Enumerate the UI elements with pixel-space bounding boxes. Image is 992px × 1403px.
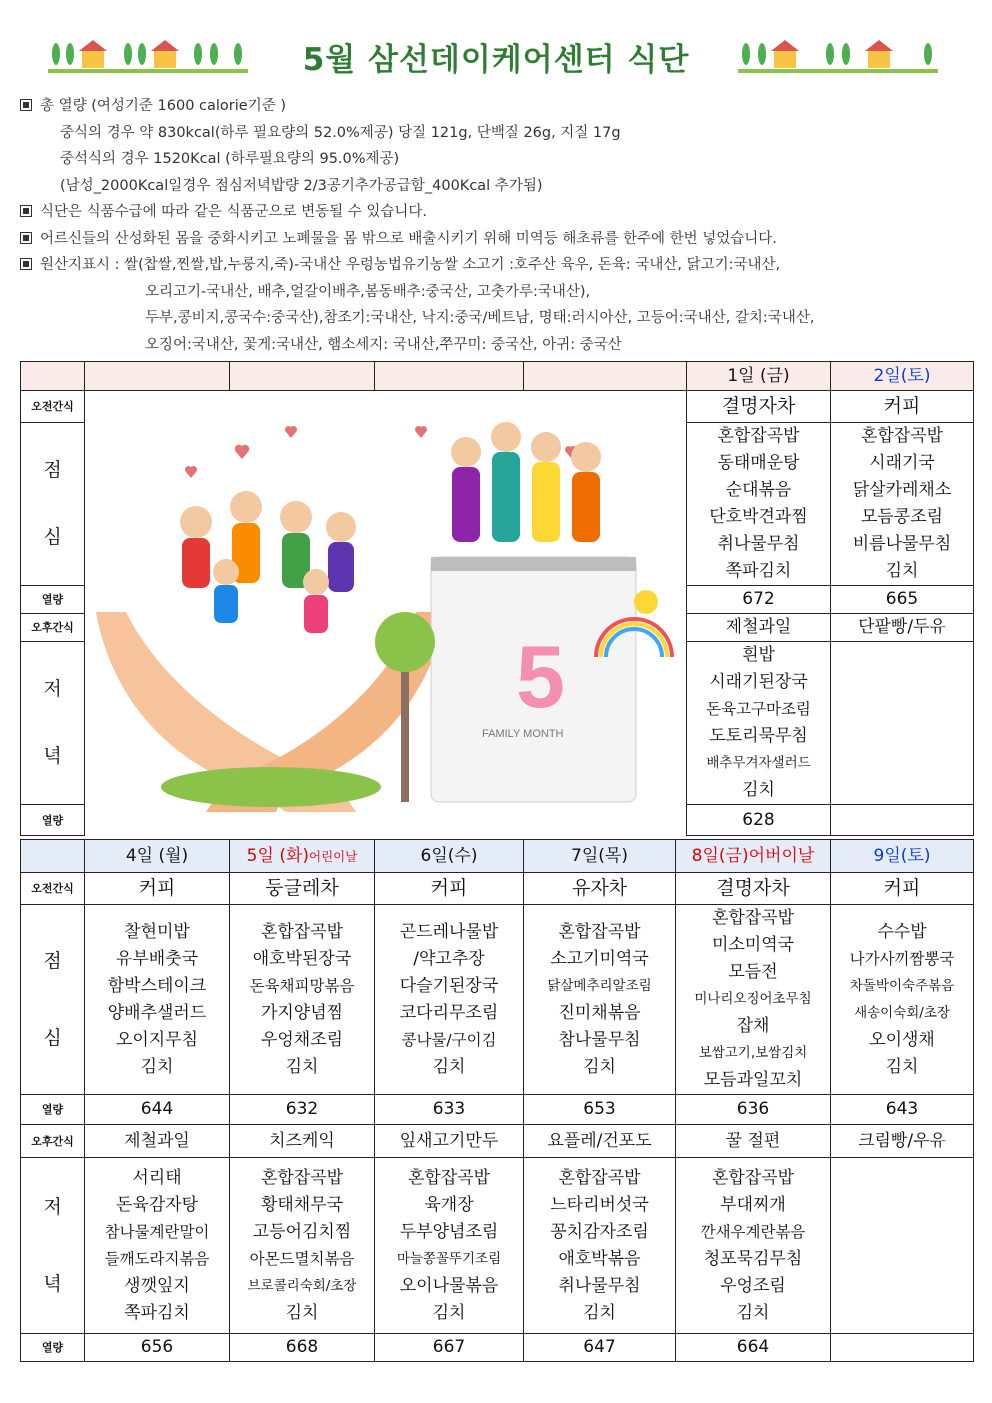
menu-item: 쪽파김치 bbox=[725, 561, 792, 581]
row-label: 오전간식 bbox=[21, 391, 85, 423]
menu-cell: 둥글레차 bbox=[230, 873, 375, 905]
row-label: 열량 bbox=[21, 1095, 85, 1125]
menu-item: 혼합잡곡밥 bbox=[717, 426, 800, 446]
menu-item: 김치 bbox=[583, 1056, 616, 1077]
menu-cell: 커피 bbox=[85, 873, 230, 905]
menu-item: 차돌박이숙주볶음 bbox=[849, 977, 955, 994]
week2-menu-table bbox=[20, 839, 974, 1362]
header-blank bbox=[375, 362, 524, 391]
menu-cell bbox=[524, 1158, 676, 1334]
menu-cell: 유자차 bbox=[524, 873, 676, 905]
menu-item: 동태매운탕 bbox=[717, 453, 800, 473]
kcal-cell: 643 bbox=[831, 1095, 974, 1125]
row-label: 열량 bbox=[21, 805, 85, 836]
row-label: 오전간식 bbox=[21, 873, 85, 905]
kcal-cell: 656 bbox=[85, 1334, 230, 1362]
note-line: 중식의 경우 약 830kcal(하루 필요량의 52.0%제공) 당질 121g, 단백질 26g, 지질 17g bbox=[60, 124, 621, 141]
menu-item: 보쌈고기,보쌈김치 bbox=[698, 1045, 808, 1061]
menu-item: 애호박볶음 bbox=[558, 1248, 641, 1269]
menu-cell: 제철과일 bbox=[85, 1125, 230, 1158]
menu-item: 오이나물볶음 bbox=[399, 1275, 499, 1296]
menu-cell: 결명자차 bbox=[687, 391, 831, 423]
menu-cell bbox=[375, 1158, 524, 1334]
header-blank bbox=[21, 840, 85, 873]
row-label: 점 심 bbox=[21, 905, 85, 1095]
note-origin: 원산지표시 : 쌀(찹쌀,찐쌀,밥,누룽지,죽)-국내산 우렁농법유기농쌀 소고기 :호주산 육우, 돈육: 국내산, 닭고기:국내산, bbox=[20, 252, 980, 279]
week2-header-row bbox=[21, 840, 974, 873]
row-label: 오후간식 bbox=[21, 614, 85, 642]
menu-cell bbox=[831, 905, 974, 1095]
menu-item: 도토리묵무침 bbox=[709, 726, 808, 746]
week1-header-row bbox=[21, 362, 974, 391]
day-header: 9일(토) bbox=[831, 840, 974, 873]
menu-item: 새송이숙회/초장 bbox=[854, 1004, 950, 1021]
menu-item: 혼합잡곡밥 bbox=[558, 921, 641, 942]
menu-cell bbox=[85, 1158, 230, 1334]
menu-item: 모듬과일꼬치 bbox=[703, 1070, 803, 1090]
menu-item: 참나물계란말이 bbox=[104, 1222, 210, 1241]
menu-cell bbox=[230, 1158, 375, 1334]
house-tree-decoration-icon bbox=[738, 36, 938, 74]
square-bullet-icon bbox=[20, 258, 32, 270]
menu-cell: 요플레/건포도 bbox=[524, 1125, 676, 1158]
family-month-illustration bbox=[86, 392, 686, 826]
lunch-row bbox=[21, 905, 974, 1095]
page-title: 5월 삼선데이케어센터 식단 bbox=[302, 42, 690, 78]
menu-item: 부대찌개 bbox=[720, 1194, 786, 1215]
menu-item: 돈육감자탕 bbox=[115, 1194, 199, 1215]
menu-item: 유부배춧국 bbox=[115, 948, 199, 969]
morning-snack-row bbox=[21, 873, 974, 905]
menu-item: 혼합잡곡밥 bbox=[260, 1167, 344, 1188]
menu-item: 생깻잎지 bbox=[124, 1275, 190, 1296]
menu-item: 김치 bbox=[583, 1302, 616, 1323]
kcal-cell: 672 bbox=[687, 586, 831, 614]
menu-item: 잡채 bbox=[736, 1016, 770, 1036]
menu-item: 오이지무침 bbox=[115, 1029, 199, 1050]
day-header: 2일(토) bbox=[831, 362, 974, 391]
note-line: 두부,콩비지,콩국수:중국산),참조기:국내산, 낙지:중국/베트남, 명태:러시아산, 고등어:국내산, 갈치:국내산, bbox=[145, 310, 815, 326]
row-label: 저 녁 bbox=[21, 642, 85, 805]
menu-item: 코다리무조림 bbox=[399, 1002, 499, 1023]
menu-item: 다슬기된장국 bbox=[399, 975, 499, 996]
menu-item: 김치 bbox=[885, 1056, 919, 1077]
note-calorie: 총 열량 (여성기준 1600 calorie기준 ) bbox=[20, 93, 980, 120]
menu-cell bbox=[831, 642, 974, 805]
menu-item: 닭살메추리알조림 bbox=[547, 977, 652, 994]
menu-cell bbox=[687, 423, 831, 586]
menu-item: 단호박견과찜 bbox=[709, 507, 808, 527]
kcal-cell: 628 bbox=[687, 805, 831, 836]
menu-item: 육개장 bbox=[424, 1194, 474, 1215]
dinner-kcal-row bbox=[21, 1334, 974, 1362]
calendar-icon bbox=[431, 557, 636, 802]
kcal-cell: 633 bbox=[375, 1095, 524, 1125]
menu-item: 우엉채조림 bbox=[260, 1029, 344, 1050]
menu-item: 닭살카레채소 bbox=[852, 480, 952, 500]
note-line: 오리고기-국내산, 배추,얼갈이배추,봄동배추:중국산, 고춧가루:국내산), bbox=[145, 283, 591, 300]
menu-item: 진미채볶음 bbox=[558, 1002, 641, 1023]
note-line: (남성_2000Kcal일경우 점심저녁밥량 2/3공기추가공급함_400Kcal 추가됨) bbox=[60, 177, 543, 194]
family-group-icon bbox=[180, 491, 356, 633]
menu-item: 혼합잡곡밥 bbox=[860, 426, 944, 446]
menu-cell: 단팥빵/두유 bbox=[831, 614, 974, 642]
svg-text:5: 5 bbox=[516, 627, 565, 726]
header-blank bbox=[21, 362, 85, 391]
menu-item: 시래기국 bbox=[869, 453, 935, 473]
menu-item: 돈육고구마조림 bbox=[706, 700, 811, 718]
kcal-cell: 668 bbox=[230, 1334, 375, 1362]
menu-item: 혼합잡곡밥 bbox=[558, 1167, 641, 1188]
menu-cell bbox=[85, 905, 230, 1095]
day-header: 4일 (월) bbox=[85, 840, 230, 873]
lunch-kcal-row bbox=[21, 1095, 974, 1125]
note-line: 오징어:국내산, 꽃게:국내산, 햄소세지: 국내산,쭈꾸미: 중국산, 아귀: 중국산 bbox=[145, 336, 622, 353]
note-substitution: 식단은 식품수급에 따라 같은 식품군으로 변동될 수 있습니다. bbox=[20, 199, 980, 226]
menu-item: 김치 bbox=[736, 1302, 770, 1323]
grass-icon bbox=[161, 767, 381, 807]
square-bullet-icon bbox=[20, 232, 32, 244]
note-seaweed: 어르신들의 산성화된 몸을 중화시키고 노폐물을 몸 밖으로 배출시키기 위해 미역등 해초류를 한주에 한번 넣었습니다. bbox=[20, 226, 980, 253]
menu-item: 가지양념찜 bbox=[260, 1002, 344, 1023]
day-header: 7일(목) bbox=[524, 840, 676, 873]
family-group-icon bbox=[451, 422, 601, 542]
menu-cell bbox=[831, 1158, 974, 1334]
afternoon-snack-row bbox=[21, 1125, 974, 1158]
menu-item: 서리태 bbox=[132, 1167, 182, 1188]
menu-item: 나가사끼짬뽕국 bbox=[849, 949, 955, 968]
kcal-cell: 653 bbox=[524, 1095, 676, 1125]
row-label: 열량 bbox=[21, 1334, 85, 1362]
menu-item: 모듬전 bbox=[728, 962, 778, 982]
menu-cell bbox=[524, 905, 676, 1095]
menu-cell: 크림빵/우유 bbox=[831, 1125, 974, 1158]
header-blank bbox=[230, 362, 375, 391]
menu-item: 김치 bbox=[885, 561, 919, 581]
menu-item: 미나리오징어초무침 bbox=[694, 991, 812, 1007]
menu-cell bbox=[687, 642, 831, 805]
notes bbox=[20, 93, 980, 358]
kcal-cell: 632 bbox=[230, 1095, 375, 1125]
menu-item: 애호박된장국 bbox=[252, 948, 352, 969]
menu-item: 마늘쫑꼴뚜기조림 bbox=[396, 1250, 502, 1267]
menu-item: /약고추장 bbox=[413, 948, 485, 969]
menu-cell: 제철과일 bbox=[687, 614, 831, 642]
menu-cell bbox=[230, 905, 375, 1095]
menu-item: 청포묵김무침 bbox=[703, 1248, 803, 1269]
dinner-row bbox=[21, 1158, 974, 1334]
sun-icon bbox=[634, 590, 658, 614]
menu-item: 혼합잡곡밥 bbox=[711, 908, 795, 928]
menu-cell: 커피 bbox=[375, 873, 524, 905]
menu-item: 들깨도라지볶음 bbox=[104, 1249, 210, 1268]
title-row bbox=[0, 30, 992, 80]
menu-cell: 꿀 절편 bbox=[676, 1125, 831, 1158]
menu-item: 고등어김치찜 bbox=[252, 1221, 352, 1242]
menu-item: 아몬드멸치볶음 bbox=[249, 1249, 355, 1268]
menu-item: 함박스테이크 bbox=[107, 975, 207, 996]
menu-item: 참나물무침 bbox=[558, 1029, 641, 1050]
menu-cell bbox=[676, 1158, 831, 1334]
row-label: 오후간식 bbox=[21, 1125, 85, 1158]
menu-item: 곤드레나물밥 bbox=[399, 921, 499, 942]
kcal-cell: 647 bbox=[524, 1334, 676, 1362]
kcal-cell: 665 bbox=[831, 586, 974, 614]
note-line: 중석식의 경우 1520Kcal (하루필요량의 95.0%제공) bbox=[60, 151, 400, 167]
menu-item: 콩나물/구이김 bbox=[401, 1030, 497, 1049]
menu-cell bbox=[831, 423, 974, 586]
menu-item: 쪽파김치 bbox=[124, 1302, 190, 1323]
kcal-cell: 636 bbox=[676, 1095, 831, 1125]
kcal-cell bbox=[831, 805, 974, 836]
menu-item: 취나물무침 bbox=[558, 1275, 641, 1296]
row-label: 점 심 bbox=[21, 423, 85, 586]
menu-item: 깐새우계란볶음 bbox=[700, 1222, 806, 1241]
menu-item: 황태채무국 bbox=[260, 1194, 344, 1215]
menu-item: 김치 bbox=[285, 1056, 319, 1077]
kcal-cell: 644 bbox=[85, 1095, 230, 1125]
menu-cell bbox=[375, 905, 524, 1095]
menu-item: 찰현미밥 bbox=[124, 921, 190, 942]
day-header: 1일 (금) bbox=[687, 362, 831, 391]
menu-item: 꽁치감자조림 bbox=[550, 1221, 649, 1242]
menu-item: 양배추샐러드 bbox=[107, 1002, 207, 1023]
menu-item: 브로콜리숙회/초장 bbox=[247, 1277, 357, 1294]
menu-cell: 잎새고기만두 bbox=[375, 1125, 524, 1158]
menu-cell: 치즈케익 bbox=[230, 1125, 375, 1158]
menu-item: 우엉조림 bbox=[720, 1275, 786, 1296]
svg-text:FAMILY MONTH: FAMILY MONTH bbox=[482, 728, 564, 740]
menu-item: 혼합잡곡밥 bbox=[260, 921, 344, 942]
row-label: 저 녁 bbox=[21, 1158, 85, 1334]
menu-cell: 결명자차 bbox=[676, 873, 831, 905]
kcal-cell: 667 bbox=[375, 1334, 524, 1362]
menu-item: 취나물무침 bbox=[717, 534, 800, 554]
menu-item: 오이생채 bbox=[869, 1029, 935, 1050]
menu-cell: 커피 bbox=[831, 391, 974, 423]
menu-item: 느타리버섯국 bbox=[550, 1194, 649, 1215]
day-header: 5일 (화)어린이날 bbox=[230, 840, 375, 873]
menu-item: 김치 bbox=[285, 1302, 319, 1323]
day-header: 6일(수) bbox=[375, 840, 524, 873]
square-bullet-icon bbox=[20, 99, 32, 111]
menu-cell: 커피 bbox=[831, 873, 974, 905]
menu-item: 두부양념조림 bbox=[399, 1221, 499, 1242]
menu-cell bbox=[676, 905, 831, 1095]
row-label: 열량 bbox=[21, 586, 85, 614]
menu-item: 혼합잡곡밥 bbox=[407, 1167, 491, 1188]
menu-item: 김치 bbox=[432, 1302, 466, 1323]
menu-item: 시래기된장국 bbox=[709, 672, 808, 692]
menu-item: 김치 bbox=[432, 1056, 466, 1077]
header-blank bbox=[524, 362, 687, 391]
menu-item: 비름나물무침 bbox=[852, 534, 952, 554]
menu-item: 순대볶음 bbox=[725, 480, 792, 500]
menu-item: 김치 bbox=[742, 780, 775, 800]
header-blank bbox=[85, 362, 230, 391]
kcal-cell: 664 bbox=[676, 1334, 831, 1362]
menu-item: 수수밥 bbox=[877, 921, 927, 942]
menu-item: 모듬콩조림 bbox=[860, 507, 944, 527]
menu-item: 혼합잡곡밥 bbox=[711, 1167, 795, 1188]
menu-item: 김치 bbox=[140, 1056, 174, 1077]
square-bullet-icon bbox=[20, 205, 32, 217]
kcal-cell bbox=[831, 1334, 974, 1362]
day-header: 8일(금)어버이날 bbox=[676, 840, 831, 873]
menu-item: 배추무겨자샐러드 bbox=[706, 755, 811, 771]
menu-item: 소고기미역국 bbox=[550, 948, 649, 969]
menu-item: 흰밥 bbox=[742, 645, 775, 665]
menu-item: 돈육채피망볶음 bbox=[249, 976, 355, 995]
menu-item: 미소미역국 bbox=[711, 935, 795, 955]
